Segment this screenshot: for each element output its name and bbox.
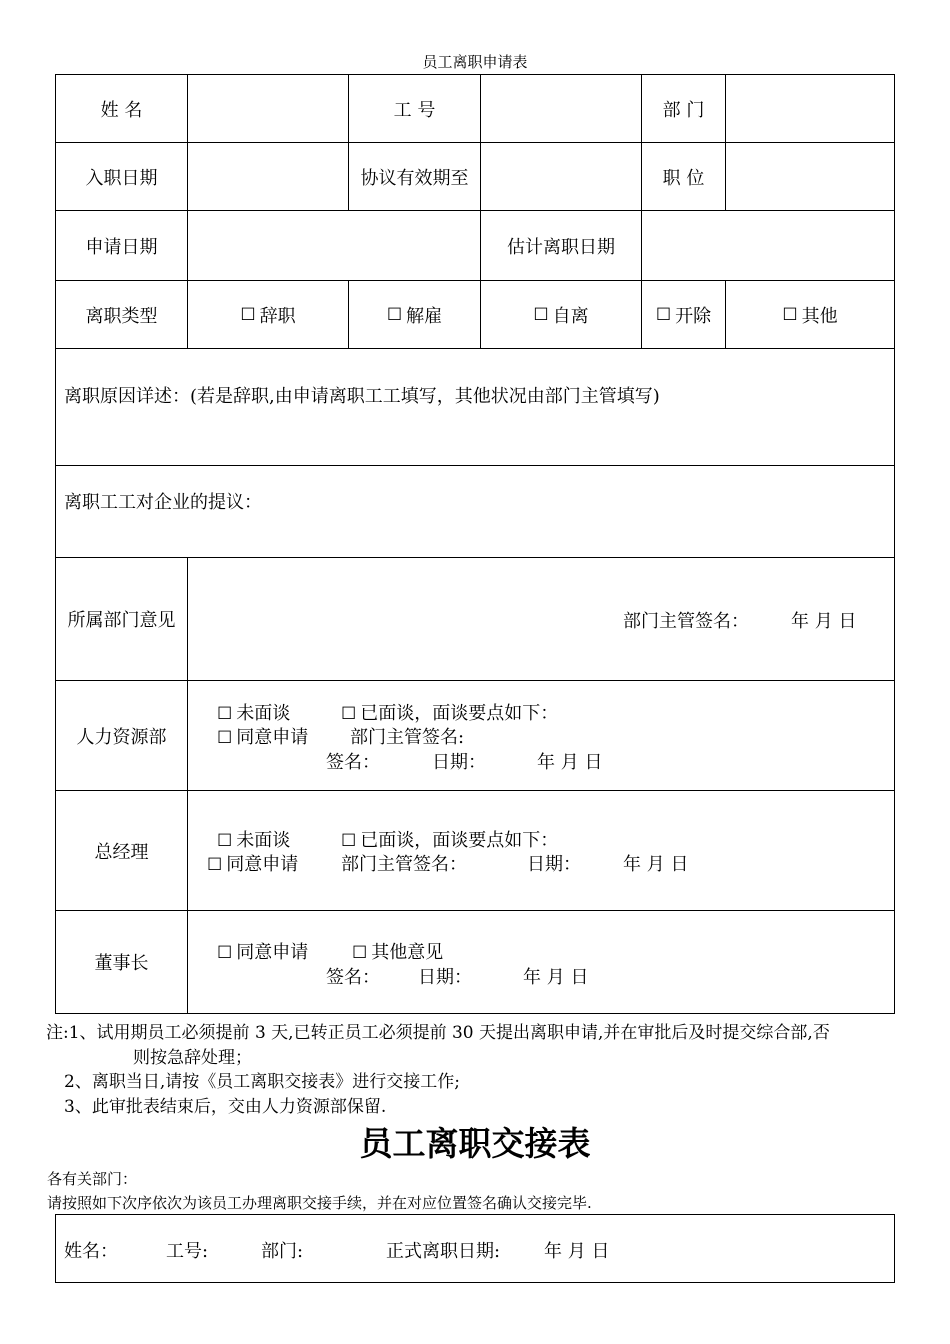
hr-date-label: 日期： (432, 752, 486, 773)
hr-agree-option[interactable] (217, 723, 308, 749)
checkbox-icon[interactable]: ☐ (655, 304, 672, 325)
estimated-leave-date-field[interactable] (642, 211, 894, 280)
leave-type-option-self-leave[interactable] (481, 281, 641, 348)
checkbox-icon[interactable]: ☐ (217, 943, 233, 963)
leave-type-option-dismiss[interactable] (349, 281, 480, 348)
estimated-leave-date-label: 估计离职日期 (507, 236, 615, 258)
gm-manager-sign-label: 部门主管签名： (341, 854, 467, 875)
gm-date: 年 月 日 (623, 854, 689, 875)
suggestion-field[interactable] (56, 515, 894, 556)
handover-id-label: 工号: (166, 1241, 209, 1262)
hr-date: 年 月 日 (537, 752, 603, 773)
apply-date-field[interactable] (188, 211, 480, 280)
checkbox-icon[interactable]: ☐ (341, 831, 357, 851)
option-label: 同意申请 (236, 727, 309, 748)
checkbox-icon[interactable]: ☐ (352, 943, 368, 963)
checkbox-icon[interactable]: ☐ (782, 304, 798, 325)
leave-type-option-resign[interactable] (188, 281, 348, 348)
chairman-date: 年 月 日 (523, 967, 589, 988)
checkbox-icon[interactable]: ☐ (386, 304, 403, 325)
contract-until-label: 协议有效期至 (360, 167, 469, 189)
handover-name-label: 姓名： (64, 1241, 118, 1262)
leave-type-option-fire[interactable] (642, 281, 725, 348)
checkbox-icon[interactable]: ☐ (217, 728, 233, 748)
department-label: 部 门 (662, 99, 705, 121)
form-title: 员工离职申请表 (422, 53, 528, 71)
option-label: 其他意见 (371, 942, 444, 963)
option-label: 已面谈，面谈要点如下： (360, 830, 559, 851)
checkbox-icon[interactable]: ☐ (207, 855, 223, 875)
chairman-agree-option[interactable] (217, 938, 308, 964)
leave-reason-label: 离职原因详述：(若是辞职,由申请离职工工填写，其他状况由部门主管填写) (64, 386, 660, 407)
leave-type-option-other[interactable] (726, 281, 894, 348)
gm-agree-option[interactable] (207, 850, 298, 876)
checkbox-icon[interactable]: ☐ (240, 304, 256, 325)
checkbox-icon[interactable]: ☐ (341, 704, 357, 724)
chairman-other-option[interactable] (352, 938, 443, 964)
option-label: 未面谈 (236, 830, 291, 851)
chairman-date-label: 日期： (418, 967, 472, 988)
option-label: 同意申请 (226, 854, 299, 875)
join-date-label: 入职日期 (85, 167, 158, 189)
chairman-label: 董事长 (94, 953, 149, 974)
option-label: 同意申请 (236, 942, 309, 963)
option-label: 未面谈 (236, 703, 291, 724)
handover-dept-label: 部门: (261, 1241, 304, 1262)
hr-not-interviewed-option[interactable] (217, 699, 290, 725)
employee-id-label: 工 号 (393, 99, 436, 121)
handover-recipient: 各有关部门： (47, 1170, 138, 1188)
chairman-sign-label: 签名： (326, 967, 380, 988)
gm-date-label: 日期： (527, 854, 581, 875)
dept-opinion-date: 年 月 日 (791, 611, 857, 632)
hr-label: 人力资源部 (76, 726, 167, 748)
option-label: 其他 (801, 305, 838, 327)
hr-manager-sign-label: 部门主管签名: (350, 727, 465, 748)
hr-interviewed-option[interactable] (341, 699, 558, 725)
option-label: 解雇 (406, 305, 443, 327)
handover-date: 年 月 日 (544, 1241, 610, 1262)
option-label: 已面谈，面谈要点如下： (360, 703, 559, 724)
employee-id-field[interactable] (481, 75, 641, 142)
leave-reason-field[interactable] (56, 410, 894, 464)
department-field[interactable] (726, 75, 894, 142)
leave-type-label: 离职类型 (85, 305, 158, 327)
name-label: 姓 名 (100, 99, 143, 121)
suggestion-label: 离职工工对企业的提议： (64, 492, 262, 513)
name-field[interactable] (188, 75, 348, 142)
note-line-1: 注:1、试用期员工必须提前 3 天,已转正员工必须提前 30 天提出离职申请,并在审批后及时提交综合部,否 (46, 1023, 830, 1043)
dept-opinion-label: 所属部门意见 (67, 610, 176, 631)
checkbox-icon[interactable]: ☐ (533, 304, 549, 325)
note-line-3: 3、此审批表结束后，交由人力资源部保留. (64, 1097, 387, 1117)
checkbox-icon[interactable]: ☐ (217, 831, 233, 851)
join-date-field[interactable] (188, 143, 348, 210)
gm-interviewed-option[interactable] (341, 826, 558, 852)
checkbox-icon[interactable]: ☐ (217, 704, 233, 724)
gm-not-interviewed-option[interactable] (217, 826, 290, 852)
position-label: 职 位 (662, 167, 705, 189)
contract-until-field[interactable] (481, 143, 641, 210)
option-label: 辞职 (259, 305, 296, 327)
note-line-2: 2、离职当日,请按《员工离职交接表》进行交接工作; (64, 1072, 460, 1092)
handover-instruction: 请按照如下次序依次为该员工办理离职交接手续，并在对应位置签名确认交接完毕. (47, 1194, 592, 1212)
apply-date-label: 申请日期 (85, 236, 158, 258)
handover-leave-date-label: 正式离职日期: (386, 1241, 501, 1262)
dept-manager-sign-label: 部门主管签名： (623, 611, 749, 632)
gm-label: 总经理 (94, 841, 149, 863)
option-label: 开除 (675, 305, 712, 327)
note-line-1-cont: 则按急辞处理； (133, 1048, 252, 1068)
handover-form-title: 员工离职交接表 (359, 1124, 591, 1163)
option-label: 自离 (552, 305, 589, 327)
hr-sign-label: 签名： (326, 752, 380, 773)
position-field[interactable] (726, 143, 894, 210)
